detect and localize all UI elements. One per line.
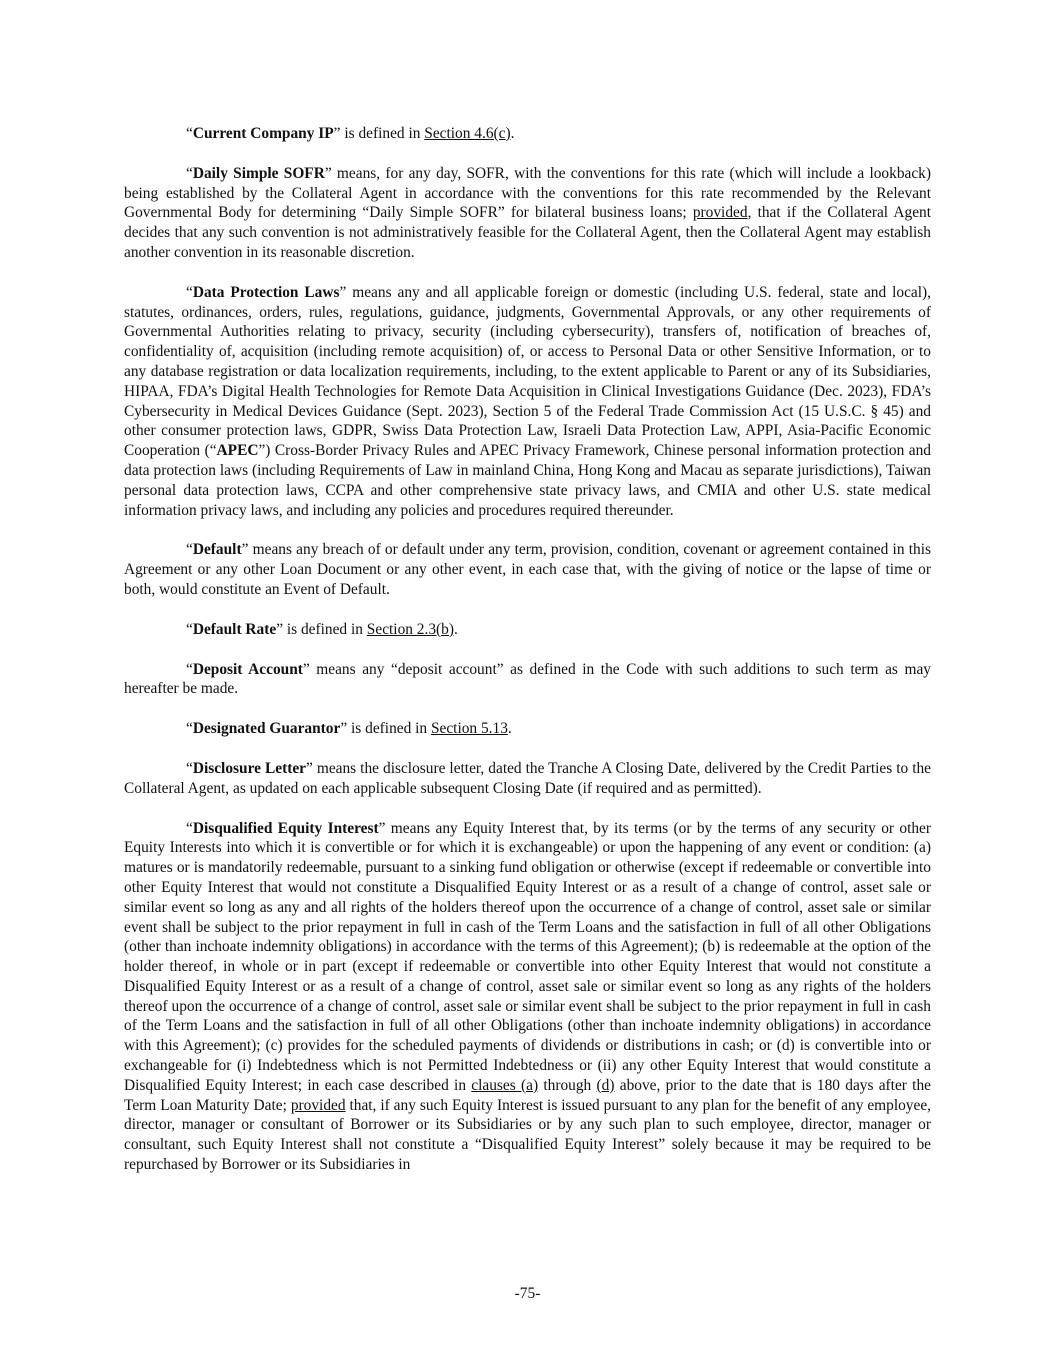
definition-default: “Default” means any breach of or default under any term, provision, condition, covenant or agreement contained in this Agreement or any other Loan Document or any other event, in each case that, with the giving of notice or the lapse of time or both, would constitute an Event of Default. [124, 541, 931, 598]
definition-deposit-account: “Deposit Account” means any “deposit account” as defined in the Code with such additions to such term as may hereafter be made. [124, 660, 931, 698]
document-body [124, 124, 931, 1195]
inline-defined-term: APEC [216, 442, 259, 460]
proviso-text: provided [692, 204, 748, 222]
defined-term: Daily Simple SOFR [192, 164, 325, 182]
proviso-text: provided [290, 1096, 346, 1114]
defined-term: Current Company IP [192, 125, 334, 142]
definition-current-company-ip: “Current Company IP” is defined in Section 4.6(c). [186, 125, 515, 142]
page-number: -75- [514, 1285, 541, 1302]
section-reference: Section 4.6(c) [424, 125, 511, 142]
defined-term: Default [192, 541, 242, 559]
definition-disqualified-equity-interest: “Disqualified Equity Interest” means any Equity Interest that, by its terms (or by the terms of any security or other Equity Interests into which it is convertible or for which it is exchangeable) or upon the happening of any event or condition: (a) matures or is mandatorily redeemable, pursuant to a sinking fund obligation or otherwise (except if redeemable or convertible into other Equity Interest that would not constitute a Disqualified Equity Interest or as a result of a change of control, asset sale or similar event so long as any and all rights of the holders thereof upon the occurrence of a change of control, asset sale or similar event shall be subject to the prior repayment in full in cash of the Term Loans and the satisfaction in full of all other Obligations (other than inchoate indemnity obligations) in accordance with the terms of this Agreement); (b) is redeemable at the option of the holder thereof, in whole or in part (except if redeemable or convertible into other Equity Interest that would not constitute a Disqualified Equity Interest or as a result of a change of control, asset sale or similar event so long as any rights of the holders thereof upon the occurrence of a change of control, asset sale or similar event shall be subject to the prior repayment in full in cash of the Term Loans and the satisfaction in full of all other Obligations (other than inchoate indemnity obligations) in accordance with this Agreement); (c) provides for the scheduled payments of dividends or distributions in cash; or (d) is convertible into or exchangeable for (i) Indebtedness which is not Permitted Indebtedness or (ii) any other Equity Interest that would constitute a Disqualified Equity Interest; in each case described in clauses (a) through (d) above, prior to the date that is 180 days after the Term Loan Maturity Date; provided that, if any such Equity Interest is issued pursuant to any plan for the benefit of any employee, director, manager or consultant of Borrower or its Subsidiaries or by any such plan to such employee, director, manager or consultant, such Equity Interest shall not constitute a “Disqualified Equity Interest” solely because it may be required to be repurchased by Borrower or its Subsidiaries in [124, 819, 932, 1174]
definition-disclosure-letter: “Disclosure Letter” means the disclosure letter, dated the Tranche A Closing Date, delivered by the Credit Parties to the Collateral Agent, as updated on each applicable subsequent Closing Date (if required and as permitted). [124, 759, 932, 797]
defined-term: Disclosure Letter [192, 759, 306, 777]
defined-term: Deposit Account [192, 660, 303, 678]
defined-term: Data Protection Laws [192, 283, 340, 301]
defined-term: Designated Guarantor [192, 720, 341, 738]
definition-data-protection-laws: “Data Protection Laws” means any and all applicable foreign or domestic (including U.S. federal, state and local), statutes, ordinances, orders, rules, regulations, guidance, judgments, Governmental Approvals, or any other requirements of Governmental Authorities relating to privacy, security (including cybersecurity), transfers of, notification of breaches of, confidentiality of, acquisition (including remote acquisition) of, or access to Personal Data or other Sensitive Information, or to any database registration or data localization requirements, including, to the extent applicable to Parent or any of its Subsidiaries, HIPAA, FDA’s Digital Health Technologies for Remote Data Acquisition in Clinical Investigations Guidance (Dec. 2023), FDA’s Cybersecurity in Medical Devices Guidance (Sept. 2023), Section 5 of the Federal Trade Commission Act (15 U.S.C. § 45) and other consumer protection laws, GDPR, Swiss Data Protection Law, Israeli Data Protection Law, APPI, Asia-Pacific Economic Cooperation (“APEC”) Cross-Border Privacy Rules and APEC Privacy Framework, Chinese personal information protection and data protection laws (including Requirements of Law in mainland China, Hong Kong and Macau as separate jurisdictions), Taiwan personal data protection laws, CCPA and other comprehensive state privacy laws, and CMIA and other U.S. state medical information privacy laws, and including any policies and procedures required thereunder. [124, 283, 931, 519]
defined-term: Disqualified Equity Interest [192, 819, 379, 837]
section-reference: Section 2.3(b) [366, 620, 454, 638]
definition-daily-simple-sofr: “Daily Simple SOFR” means, for any day, SOFR, with the conventions for this rate (which will include a lookback) being established by the Collateral Agent in accordance with the conventions for this rate recommended by the Relevant Governmental Body for determining “Daily Simple SOFR” for bilateral business loans; provided, that if the Collateral Agent decides that any such convention is not administratively feasible for the Collateral Agent, then the Collateral Agent may establish another convention in its reasonable discretion. [124, 164, 931, 261]
clause-reference: (d) [596, 1076, 615, 1094]
definition-designated-guarantor: “Designated Guarantor” is defined in Section 5.13. [186, 720, 512, 738]
clause-reference: clauses (a) [471, 1076, 539, 1094]
definition-default-rate: “Default Rate” is defined in Section 2.3(b). [186, 620, 458, 638]
section-reference: Section 5.13 [430, 720, 508, 738]
defined-term: Default Rate [192, 620, 277, 638]
